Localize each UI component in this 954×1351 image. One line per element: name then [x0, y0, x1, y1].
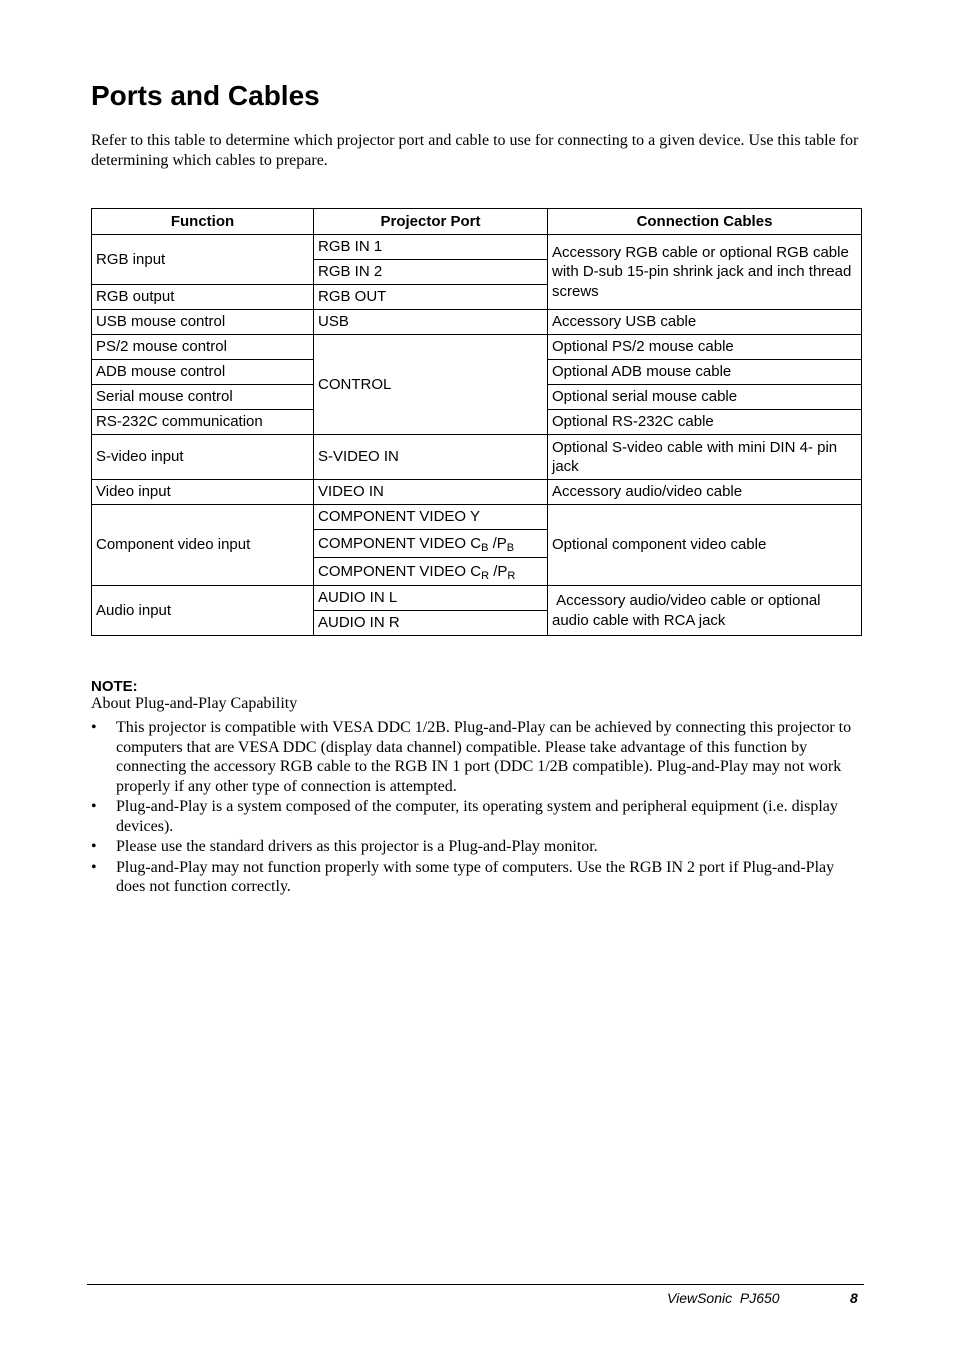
cell-usb-port: USB	[314, 310, 548, 335]
list-item	[91, 797, 867, 836]
cell-rgb-out: RGB OUT	[314, 285, 548, 310]
bullet-icon: •	[91, 798, 97, 815]
cell-rgb-cable: Accessory RGB cable or optional RGB cable with D-sub 15-pin shrink jack and inch thread screws	[548, 235, 862, 310]
cell-ps2-function: PS/2 mouse control	[92, 335, 314, 360]
cell-rs232-function: RS-232C communication	[92, 410, 314, 435]
component-prefix-text: COMPONENT VIDEO C	[318, 562, 482, 580]
cell-component-cb-pb	[314, 530, 548, 558]
cell-rgb-in-2: RGB IN 2	[314, 260, 548, 285]
cell-component-cable: Optional component video cable	[548, 505, 862, 586]
bullet-text: Please use the standard drivers as this projector is a Plug-and-Play monitor.	[116, 838, 598, 855]
footer-brand: ViewSonic PJ650	[667, 1290, 780, 1306]
cell-audio-cable: Accessory audio/video cable or optional audio cable with RCA jack	[548, 586, 862, 636]
subscript-r: R	[507, 569, 516, 582]
cell-component-y: COMPONENT VIDEO Y	[314, 505, 548, 530]
note-title: NOTE:	[91, 678, 138, 695]
cell-usb-function: USB mouse control	[92, 310, 314, 335]
header-connection-cables: Connection Cables	[548, 209, 862, 235]
header-function: Function	[92, 209, 314, 235]
bullet-icon: •	[91, 858, 97, 876]
list-item	[91, 837, 867, 857]
cell-serial-cable: Optional serial mouse cable	[548, 385, 862, 410]
cell-rgb-output: RGB output	[92, 285, 314, 310]
cell-svideo-function: S-video input	[92, 435, 314, 480]
table-row	[92, 505, 862, 530]
footer-divider	[87, 1284, 864, 1285]
page-number: 8	[850, 1290, 858, 1306]
cell-usb-cable: Accessory USB cable	[548, 310, 862, 335]
cell-rgb-in-1: RGB IN 1	[314, 235, 548, 260]
bullet-icon: •	[91, 838, 97, 855]
cell-svideo-port: S-VIDEO IN	[314, 435, 548, 480]
table-header-row	[92, 209, 862, 235]
table-row	[92, 480, 862, 505]
component-prefix-text: COMPONENT VIDEO C	[318, 534, 482, 552]
intro-paragraph: Refer to this table to determine which projector port and cable to use for connecting to a given device. Use this table for determining which cables to prepare.	[91, 132, 859, 169]
cell-video-cable: Accessory audio/video cable	[548, 480, 862, 505]
header-projector-port: Projector Port	[314, 209, 548, 235]
cell-video-function: Video input	[92, 480, 314, 505]
bullet-text: Plug-and-Play is a system composed of the computer, its operating system and peripheral equipment (i.e. display devices).	[116, 798, 838, 835]
cell-adb-function: ADB mouse control	[92, 360, 314, 385]
bullet-text: This projector is compatible with VESA DDC 1/2B. Plug-and-Play can be achieved by connecting this projector to computers that are VESA DDC (display data channel) compatible. Please take advantage of this function by connecting the accessory RGB cable to the RGB IN 1 port (DDC 1/2B compatible). Plug-and-Play may not work properly if any other type of connection is attempted.	[116, 719, 852, 795]
page-title: Ports and Cables	[91, 80, 320, 111]
note-subtitle: About Plug-and-Play Capability	[91, 695, 298, 712]
table-row	[92, 335, 862, 360]
cell-rs232-cable: Optional RS-232C cable	[548, 410, 862, 435]
table-row	[92, 586, 862, 611]
cell-component-cr-pr	[314, 558, 548, 586]
subscript-b: B	[481, 541, 489, 554]
table-row	[92, 235, 862, 260]
cell-adb-cable: Optional ADB mouse cable	[548, 360, 862, 385]
note-bullet-list	[91, 718, 867, 898]
cell-video-port: VIDEO IN	[314, 480, 548, 505]
component-separator-text: /P	[489, 562, 508, 580]
cell-ps2-cable: Optional PS/2 mouse cable	[548, 335, 862, 360]
cell-serial-function: Serial mouse control	[92, 385, 314, 410]
cell-svideo-cable: Optional S-video cable with mini DIN 4- pin jack	[548, 435, 862, 480]
component-separator-text: /P	[488, 534, 507, 552]
list-item	[91, 858, 867, 897]
cell-control-port: CONTROL	[314, 335, 548, 435]
bullet-icon: •	[91, 719, 97, 736]
subscript-r: R	[481, 569, 490, 582]
cell-rgb-input: RGB input	[92, 235, 314, 285]
subscript-b: B	[506, 541, 515, 554]
bullet-text: Plug-and-Play may not function properly with some type of computers. Use the RGB IN 2 port if Plug-and-Play does not function correctly.	[116, 858, 835, 895]
cell-component-function: Component video input	[92, 505, 314, 586]
cell-audio-l: AUDIO IN L	[314, 586, 548, 611]
ports-table	[91, 208, 862, 636]
table-row	[92, 435, 862, 480]
table-row	[92, 310, 862, 335]
cell-audio-function: Audio input	[92, 586, 314, 636]
cell-audio-r: AUDIO IN R	[314, 611, 548, 636]
list-item	[91, 718, 867, 796]
